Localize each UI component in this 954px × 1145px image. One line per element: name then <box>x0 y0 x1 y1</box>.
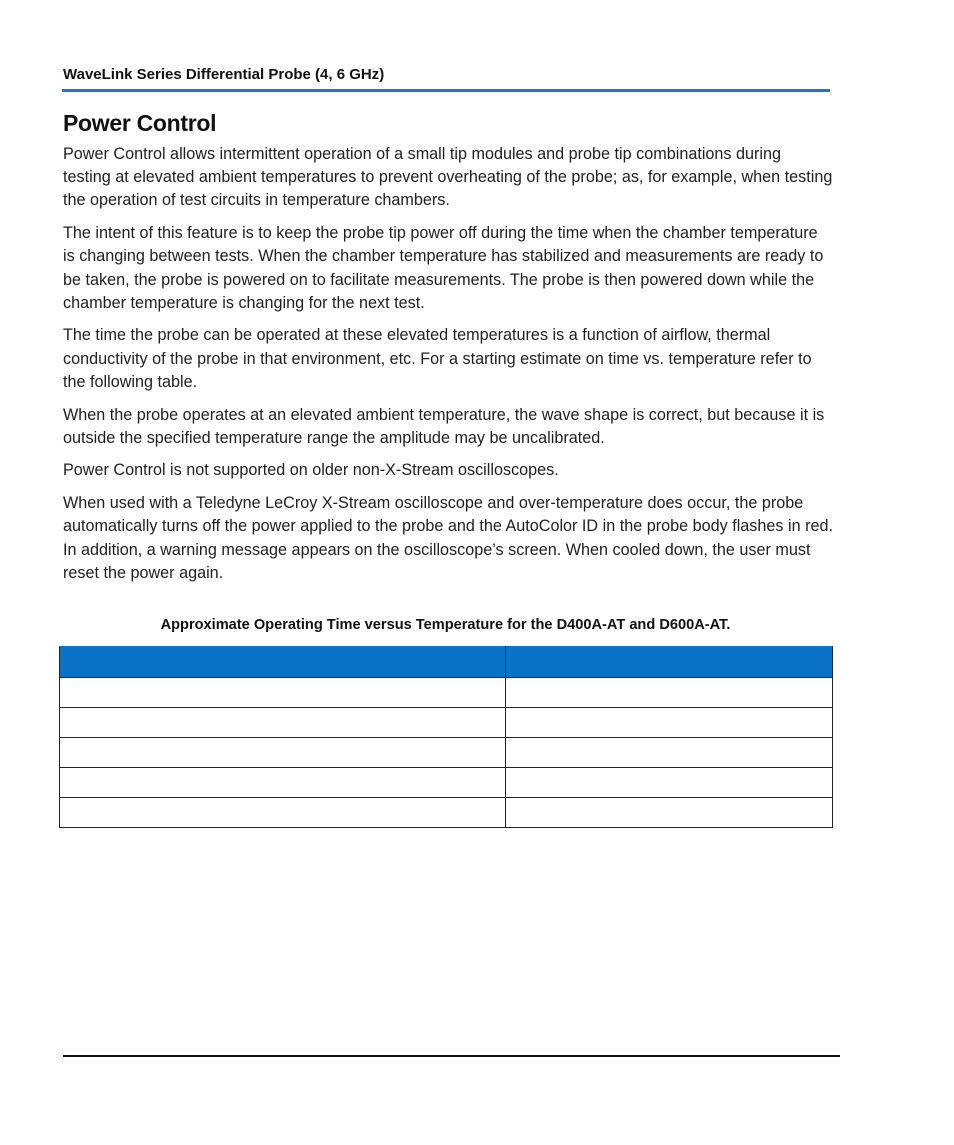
table-header-cell <box>60 647 506 678</box>
table-row <box>60 678 833 708</box>
body-text <box>63 143 833 594</box>
table-cell <box>506 768 833 798</box>
paragraph-not-supported: Power Control is not supported on older non-X-Stream oscilloscopes. <box>63 461 559 480</box>
table-row <box>60 708 833 738</box>
paragraph-over-temperature: When used with a Teledyne LeCroy X-Stream oscilloscope and over-temperature does occur, the probe automatically turns off the power applied to the probe and the AutoColor ID in the probe body flashes in red. In addition, a warning message appears on the oscilloscope’s screen. When cooled down, the user must reset the power again. <box>63 494 833 582</box>
paragraph-wave-shape: When the probe operates at an elevated ambient temperature, the wave shape is correct, but because it is outside the specified temperature range the amplitude may be uncalibrated. <box>63 405 825 447</box>
table-cell <box>60 738 506 768</box>
table-cell <box>60 708 506 738</box>
table-header-cell <box>506 647 833 678</box>
footer-rule <box>63 1055 840 1057</box>
table-cell <box>60 678 506 708</box>
header-rule <box>62 89 830 92</box>
table-row <box>60 768 833 798</box>
table-header-row <box>60 647 833 678</box>
table-row <box>60 738 833 768</box>
table-cell <box>506 678 833 708</box>
table-row <box>60 798 833 828</box>
table-cell <box>506 708 833 738</box>
paragraph-intro: Power Control allows intermittent operation of a small tip modules and probe tip combinations during testing at elevated ambient temperatures to prevent overheating of the probe; as, for example, when testing the operation of test circuits in temperature chambers. <box>63 145 833 210</box>
paragraph-intent: The intent of this feature is to keep the probe tip power off during the time when the chamber temperature is changing between tests. When the chamber temperature has stabilized and measurements are ready to be taken, the probe is powered on to facilitate measurements. The probe is then powered down while the chamber temperature is changing for the next test. <box>63 224 824 312</box>
operating-time-table <box>59 646 833 828</box>
running-header: WaveLink Series Differential Probe (4, 6 GHz) <box>63 66 385 83</box>
table-cell <box>506 798 833 828</box>
table-cell <box>506 738 833 768</box>
paragraph-operating-time: The time the probe can be operated at these elevated temperatures is a function of airflow, thermal conductivity of the probe in that environment, etc. For a starting estimate on time vs. temperature refer to the following table. <box>63 326 812 391</box>
table-cell <box>60 768 506 798</box>
table-cell <box>60 798 506 828</box>
table-caption: Approximate Operating Time versus Temperature for the D400A-AT and D600A-AT. <box>160 617 731 633</box>
section-title: Power Control <box>63 110 217 136</box>
